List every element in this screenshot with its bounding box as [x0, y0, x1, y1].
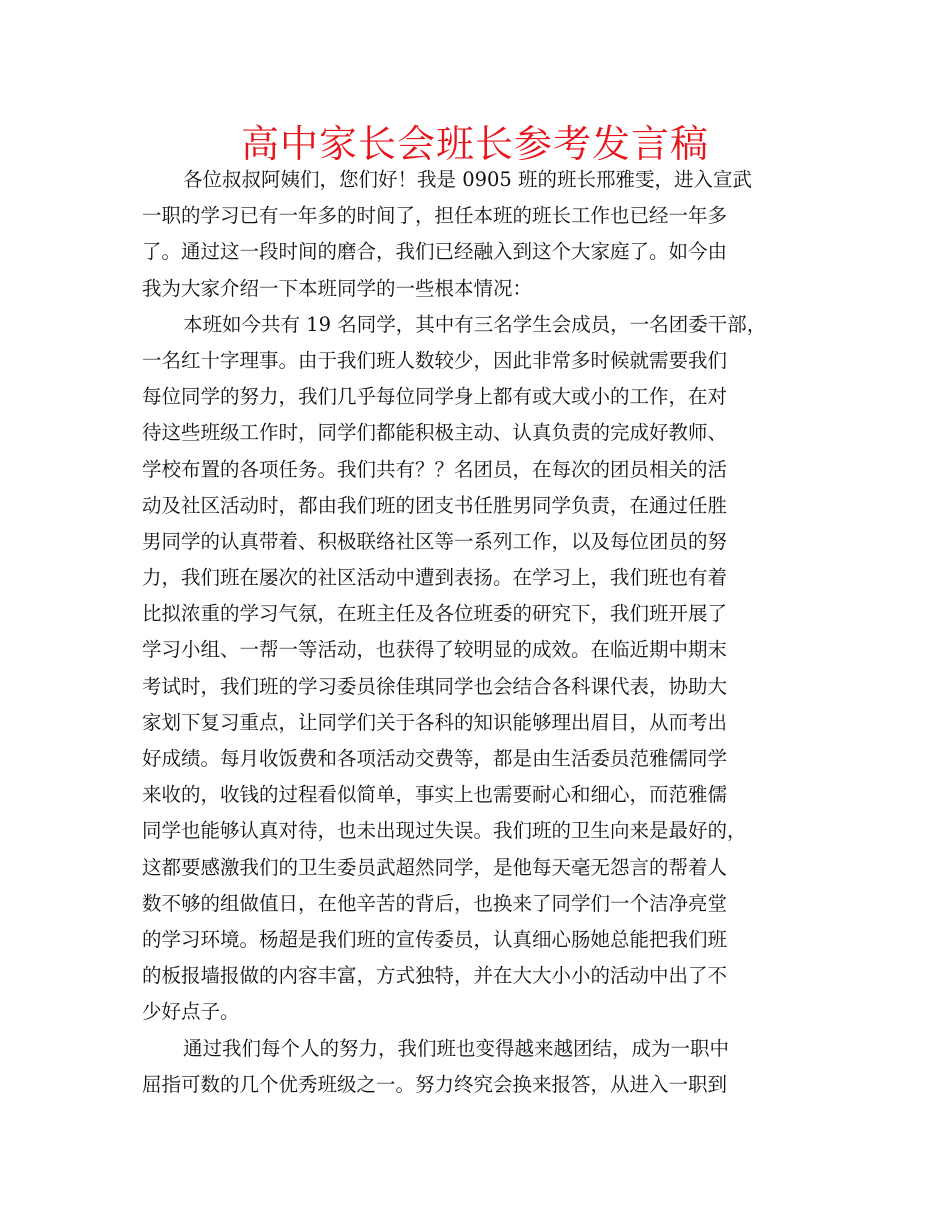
text-line: 数不够的组做值日，在他辛苦的背后，也换来了同学们一个洁净亮堂	[142, 891, 728, 915]
text-line: 力，我们班在屡次的社区活动中遭到表扬。在学习上，我们班也有着	[142, 566, 728, 590]
text-line: 好成绩。每月收饭费和各项活动交费等，都是由生活委员范雅儒同学	[142, 747, 728, 770]
text-line: 家划下复习重点，让同学们关于各科的知识能够理出眉目，从而考出	[142, 710, 728, 734]
text-line: 每位同学的努力，我们几乎每位同学身上都有或大或小的工作，在对	[142, 385, 728, 409]
text-line: 各位叔叔阿姨们，您们好！我是 0905 班的班长邢雅雯，进入宣武	[183, 168, 753, 191]
paragraph-2	[142, 307, 822, 1031]
text-line: 男同学的认真带着、积极联络社区等一系列工作，以及每位团员的努	[142, 529, 728, 553]
text-line: 待这些班级工作时，同学们都能积极主动、认真负责的完成好教师、	[142, 421, 728, 445]
text-line: 比拟浓重的学习气氛，在班主任及各位班委的研究下，我们班开展了	[142, 602, 728, 626]
text-line: 这都要感激我们的卫生委员武超然同学，是他每天毫无怨言的帮着人	[142, 855, 728, 879]
text-line: 一职的学习已有一年多的时间了，担任本班的班长工作也已经一年多	[142, 204, 728, 228]
text-line: 学校布置的各项任务。我们共有？？名团员，在每次的团员相关的活	[142, 457, 728, 481]
document-title: 高中家长会班长参考发言稿	[240, 122, 709, 166]
paragraph-1	[142, 162, 822, 307]
text-line: 来收的，收钱的过程看似简单，事实上也需要耐心和细心，而范雅儒	[142, 783, 728, 807]
text-line: 本班如今共有 19 名同学，其中有三名学生会成员，一名团委干部，	[183, 312, 767, 336]
text-line: 的学习环境。杨超是我们班的宣传委员，认真细心肠她总能把我们班	[142, 927, 728, 951]
text-line: 一名红十字理事。由于我们班人数较少，因此非常多时候就需要我们	[142, 348, 728, 372]
paragraph-3	[142, 1031, 822, 1103]
text-line: 学习小组、一帮一等活动，也获得了较明显的成效。在临近期中期末	[142, 638, 728, 662]
text-line: 同学也能够认真对待，也未出现过失误。我们班的卫生向来是最好的，	[142, 819, 747, 843]
text-line: 少好点子。	[142, 1000, 240, 1024]
text-line: 动及社区活动时，都由我们班的团支书任胜男同学负责，在通过任胜	[142, 493, 728, 517]
text-line: 考试时，我们班的学习委员徐佳琪同学也会结合各科课代表，协助大	[142, 674, 728, 698]
text-line: 了。通过这一段时间的磨合，我们已经融入到这个大家庭了。如今由	[142, 240, 728, 264]
text-line: 屈指可数的几个优秀班级之一。努力终究会换来报答，从进入一职到	[142, 1072, 728, 1096]
text-line: 通过我们每个人的努力，我们班也变得越来越团结，成为一职中	[183, 1036, 730, 1060]
text-line: 的板报墙报做的内容丰富，方式独特，并在大大小小的活动中出了不	[142, 964, 728, 988]
document-body	[142, 162, 822, 1103]
text-line: 我为大家介绍一下本班同学的一些根本情况：	[142, 276, 533, 300]
